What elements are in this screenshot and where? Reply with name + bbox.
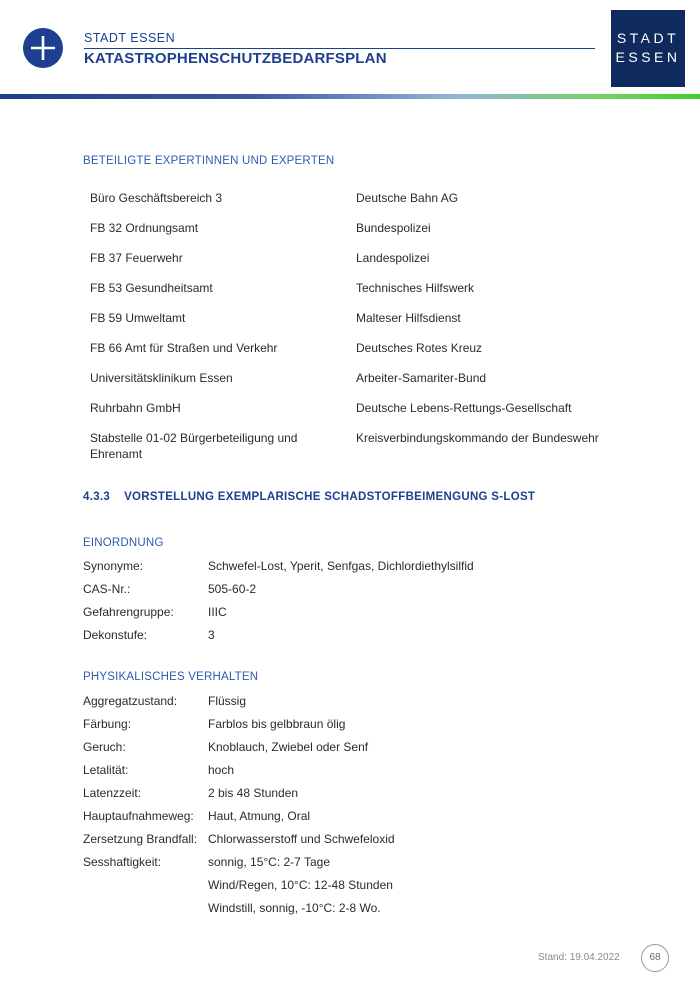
header-gradient-bar [0, 94, 700, 99]
table-row [83, 854, 643, 877]
table-row [83, 627, 643, 650]
physik-heading: PHYSIKALISCHES VERHALTEN [83, 671, 259, 683]
table-row [83, 558, 643, 581]
expert-right: Technisches Hilfswerk [356, 281, 475, 295]
table-row [83, 831, 643, 854]
section-number: 4.3.3 [83, 491, 111, 503]
field-value: Haut, Atmung, Oral [208, 809, 311, 823]
table-row [90, 190, 650, 220]
field-label: Gefahrengruppe: [83, 605, 174, 619]
table-row [90, 310, 650, 340]
expert-left: FB 66 Amt für Straßen und Verkehr [90, 341, 278, 355]
page-number: 68 [641, 944, 669, 972]
section-title: VORSTELLUNG EXEMPLARISCHE SCHADSTOFFBEIMENGUNG S-LOST [124, 491, 536, 503]
field-value: Chlorwasserstoff und Schwefeloxid [208, 832, 395, 846]
field-label [83, 877, 208, 900]
expert-left: Büro Geschäftsbereich 3 [90, 191, 223, 205]
field-value: Windstill, sonnig, -10°C: 2-8 Wo. [208, 901, 381, 915]
expert-left: FB 53 Gesundheitsamt [90, 281, 213, 295]
table-row [90, 370, 650, 400]
table-row [83, 739, 643, 762]
field-value: Wind/Regen, 10°C: 12-48 Stunden [208, 878, 393, 892]
field-label: Geruch: [83, 740, 126, 754]
expert-right: Landespolizei [356, 251, 430, 265]
field-label: Synonyme: [83, 559, 144, 573]
field-value: Knoblauch, Zwiebel oder Senf [208, 740, 369, 754]
field-label [83, 900, 208, 923]
field-label: Letalität: [83, 763, 129, 777]
expert-right: Deutsches Rotes Kreuz [356, 341, 483, 355]
table-row [90, 250, 650, 280]
einordnung-table [83, 558, 643, 650]
expert-right: Deutsche Lebens-Rettungs-Gesellschaft [356, 401, 572, 415]
expert-left: FB 32 Ordnungsamt [90, 221, 199, 235]
stadt-essen-logo [611, 10, 685, 87]
field-label: Latenzzeit: [83, 786, 142, 800]
field-value: hoch [208, 763, 235, 777]
expert-left: FB 37 Feuerwehr [90, 251, 183, 265]
table-row [83, 581, 643, 604]
table-row [83, 716, 643, 739]
logo-line-2: ESSEN [615, 49, 681, 65]
experts-heading: BETEILIGTE EXPERTINNEN UND EXPERTEN [83, 155, 335, 167]
expert-left: Ruhrbahn GmbH [90, 401, 181, 415]
field-value: sonnig, 15°C: 2-7 Tage [208, 855, 330, 869]
field-value: Farblos bis gelbbraun ölig [208, 717, 346, 731]
field-label: Zersetzung Brandfall: [83, 832, 198, 846]
table-row [90, 400, 650, 430]
table-row [83, 693, 643, 716]
field-label: Dekonstufe: [83, 628, 148, 642]
expert-right: Kreisverbindungskommando der Bundeswehr [356, 431, 599, 445]
expert-left: FB 59 Umweltamt [90, 311, 186, 325]
table-row [83, 877, 643, 900]
expert-left: Universitätsklinikum Essen [90, 371, 233, 385]
field-value: 2 bis 48 Stunden [208, 786, 299, 800]
expert-right: Arbeiter-Samariter-Bund [356, 371, 487, 385]
table-row [90, 280, 650, 310]
expert-right: Malteser Hilfsdienst [356, 311, 461, 325]
field-label: CAS-Nr.: [83, 582, 131, 596]
field-value: Schwefel-Lost, Yperit, Senfgas, Dichlordiethylsilfid [208, 559, 474, 573]
field-label: Färbung: [83, 717, 132, 731]
table-row [83, 604, 643, 627]
expert-right: Deutsche Bahn AG [356, 191, 459, 205]
table-row [90, 430, 650, 470]
table-row [90, 220, 650, 250]
footer-stand-date: Stand: 19.04.2022 [538, 952, 620, 963]
field-label: Aggregatzustand: [83, 694, 178, 708]
expert-right: Bundespolizei [356, 221, 431, 235]
table-row [83, 762, 643, 785]
einordnung-heading: EINORDNUNG [83, 537, 164, 549]
header-org: STADT ESSEN [84, 31, 176, 45]
table-row [90, 340, 650, 370]
experts-table [90, 190, 650, 470]
expert-left: Stabstelle 01-02 Bürgerbeteiligung und Ehrenamt [90, 431, 298, 461]
field-value: Flüssig [208, 694, 247, 708]
header-rule [84, 48, 595, 49]
field-value: 3 [208, 628, 215, 642]
table-row [83, 900, 643, 923]
document-title: KATASTROPHENSCHUTZBEDARFSPLAN [84, 50, 387, 67]
field-label: Hauptaufnahmeweg: [83, 809, 194, 823]
plus-icon [23, 28, 63, 68]
logo-line-1: STADT [616, 30, 680, 46]
field-label: Sesshaftigkeit: [83, 855, 162, 869]
field-value: 505-60-2 [208, 582, 257, 596]
table-row [83, 785, 643, 808]
physik-table [83, 693, 643, 923]
table-row [83, 808, 643, 831]
section-heading [83, 491, 535, 503]
field-value: IIIC [208, 605, 227, 619]
